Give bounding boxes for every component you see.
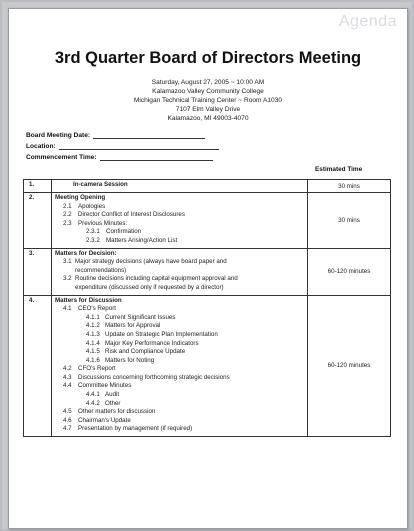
city-line: Kalamazoo, MI 49003-4070 bbox=[167, 115, 249, 122]
section-title: Matters for Discussion bbox=[55, 296, 122, 304]
agenda-table bbox=[23, 179, 391, 437]
table-row bbox=[24, 193, 391, 249]
board-meeting-date-field bbox=[26, 131, 205, 139]
commencement-time-field bbox=[26, 153, 213, 161]
list-item: 4.5 Other matters for discussion bbox=[63, 408, 156, 416]
list-item: 2.2 Director Conflict of Interest Disclosures bbox=[63, 211, 185, 219]
section-body bbox=[52, 248, 308, 295]
section-time: 30 mins bbox=[308, 193, 391, 249]
list-item: 4.1.5 Risk and Compliance Update bbox=[86, 348, 186, 356]
window-frame bbox=[2, 2, 412, 529]
room-line: Michigan Technical Training Center ~ Room A1030 bbox=[133, 97, 283, 104]
watermark: Agenda bbox=[338, 13, 397, 30]
section-number: 1. bbox=[24, 180, 52, 193]
fill-in-line bbox=[93, 131, 205, 139]
list-item: 4.2 CFO's Report bbox=[63, 365, 116, 373]
section-body bbox=[52, 193, 308, 249]
list-item: 2.3.2 Matters Arising/Action List bbox=[86, 236, 178, 244]
list-item: 4.1 CEO's Report bbox=[63, 305, 116, 313]
list-item: 4.4.2 Other bbox=[86, 399, 121, 407]
list-item: 4.3 Discussions concerning forthcoming strategic decisions bbox=[63, 373, 230, 381]
document-title: 3rd Quarter Board of Directors Meeting bbox=[54, 49, 362, 67]
section-title: In-camera Session bbox=[73, 181, 128, 188]
fill-in-line bbox=[100, 153, 213, 161]
section-number: 3. bbox=[24, 248, 52, 295]
list-item: 4.7 Presentation by management (if required) bbox=[63, 425, 193, 433]
section-time: 60-120 minutes bbox=[308, 295, 391, 437]
field-label: Board Meeting Date: bbox=[26, 132, 91, 139]
estimated-time-header: Estimated Time bbox=[315, 166, 363, 173]
list-item: 4.1.2 Matters for Approval bbox=[86, 322, 161, 330]
list-item: 4.1.4 Major Key Performance Indicators bbox=[86, 339, 199, 347]
list-item-continuation: expenditure (discussed only if requested by a director) bbox=[75, 283, 224, 291]
section-body bbox=[52, 180, 308, 193]
list-item: 2.3.1 Confirmation bbox=[86, 228, 142, 236]
list-item-continuation: recommendations) bbox=[75, 266, 127, 274]
fill-in-line bbox=[59, 142, 219, 150]
list-item: 4.1.3 Update on Strategic Plan Implementation bbox=[86, 330, 218, 338]
section-time: 30 mins bbox=[308, 180, 391, 193]
document-page bbox=[8, 8, 408, 529]
list-item: 3.1 Major strategy decisions (always have board paper and bbox=[63, 258, 227, 266]
table-row bbox=[24, 295, 391, 437]
location-field bbox=[26, 142, 219, 150]
list-item: 2.1 Apologies bbox=[63, 202, 106, 210]
table-row bbox=[24, 180, 391, 193]
street-line: 7107 Elm Valley Drive bbox=[175, 106, 241, 113]
section-time: 60-120 minutes bbox=[308, 248, 391, 295]
section-title: Meeting Opening bbox=[55, 194, 106, 201]
venue-line: Kalamazoo Valley Community College bbox=[152, 88, 264, 95]
section-body bbox=[52, 295, 308, 437]
field-label: Commencement Time: bbox=[26, 154, 97, 161]
section-number: 4. bbox=[24, 295, 52, 437]
list-item: 4.6 Chairman's Update bbox=[63, 416, 131, 424]
list-item: 4.1.1 Current Significant Issues bbox=[86, 313, 176, 321]
field-label: Location: bbox=[26, 143, 56, 150]
list-item: 4.1.6 Matters for Noting bbox=[86, 356, 155, 364]
list-item: 2.3 Previous Minutes: bbox=[63, 219, 128, 227]
meeting-date-line: Saturday, August 27, 2005 ~ 10:00 AM bbox=[151, 79, 265, 86]
table-row bbox=[24, 248, 391, 295]
section-number: 2. bbox=[24, 193, 52, 249]
list-item: 4.4 Committee Minutes bbox=[63, 382, 132, 390]
list-item: 3.2 Routine decisions including capital equipment approval and bbox=[63, 275, 238, 283]
list-item: 4.4.1 Audit bbox=[86, 391, 120, 399]
section-title: Matters for Decision: bbox=[55, 249, 117, 257]
